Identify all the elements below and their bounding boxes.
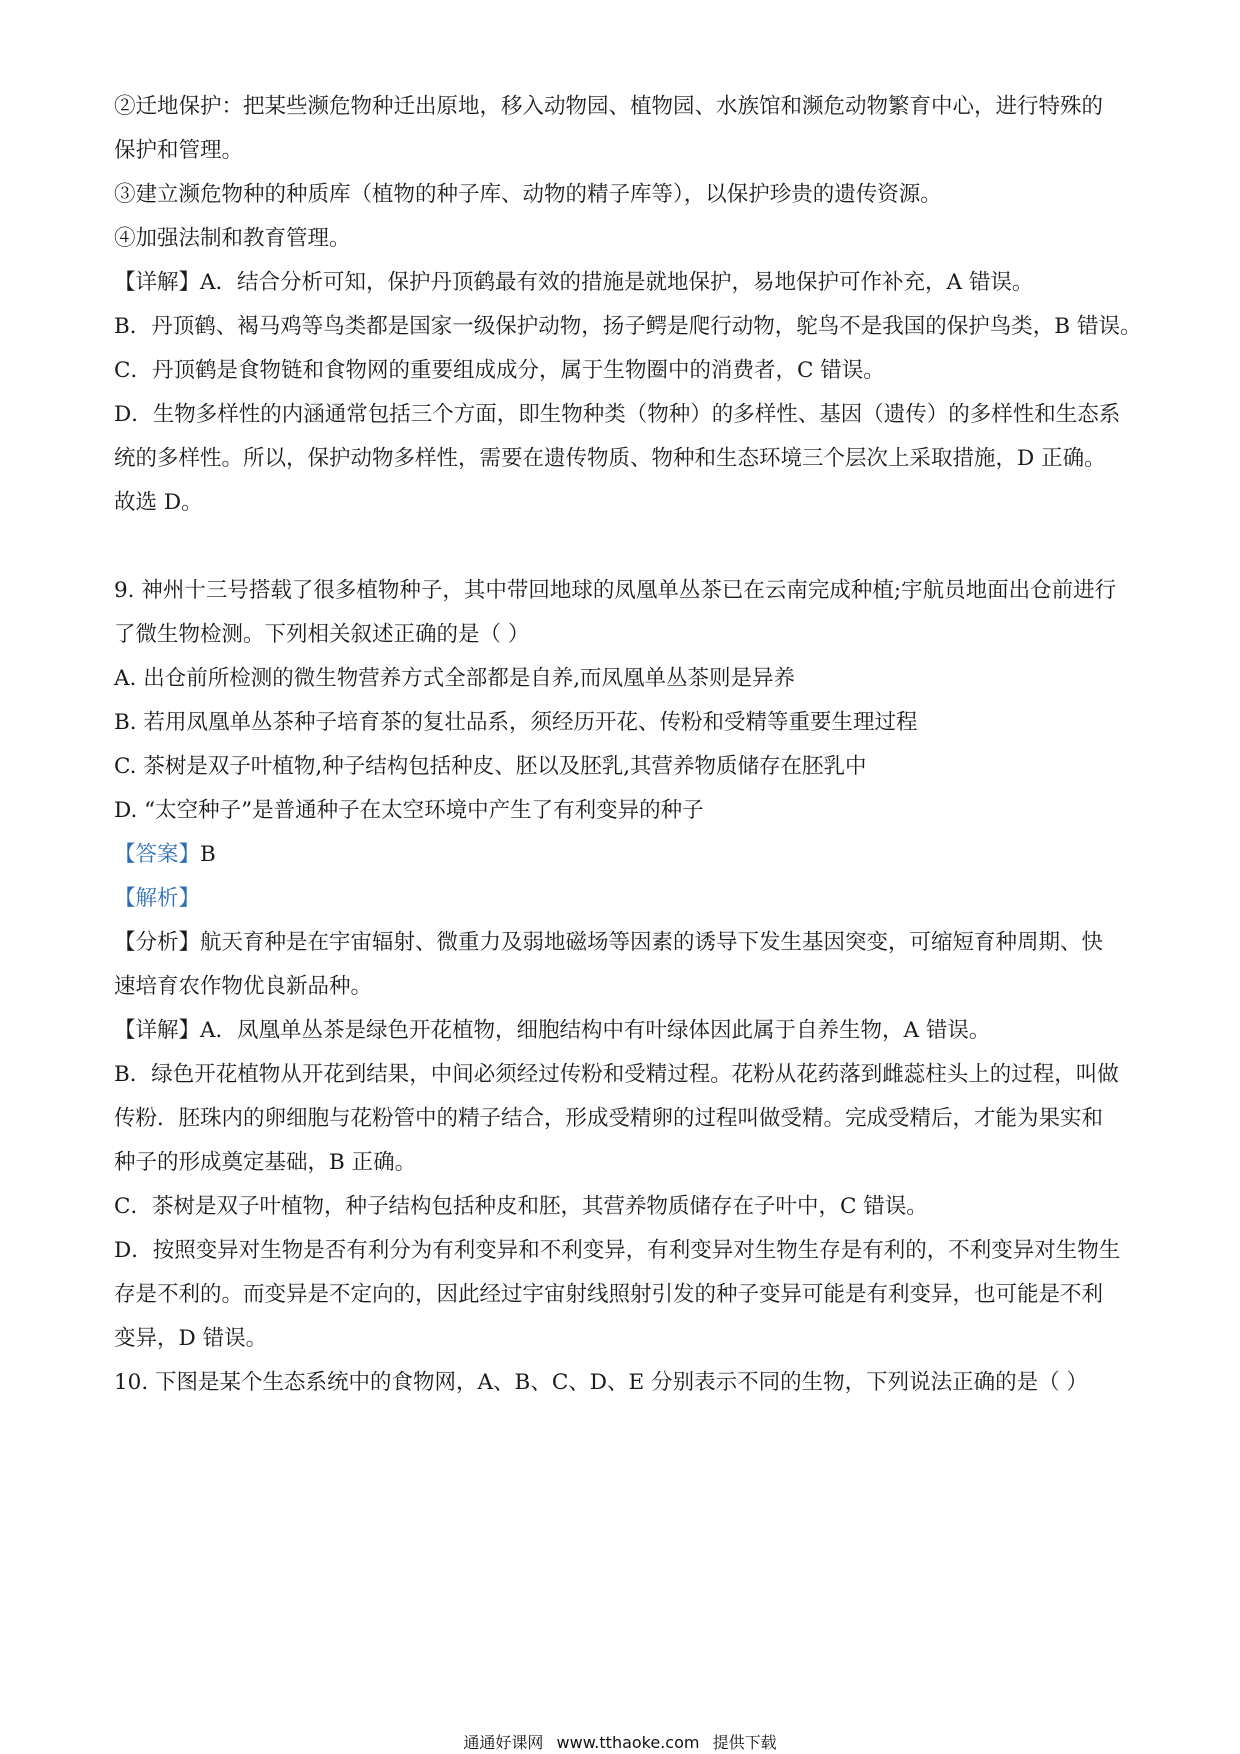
q9-stem-line2: 了微生物检测。下列相关叙述正确的是（ ） xyxy=(114,622,530,647)
footer-site-name: 通通好课网 xyxy=(463,1733,544,1752)
q9-detail-c: C．茶树是双子叶植物，种子结构包括种皮和胚，其营养物质储存在子叶中，C 错误。 xyxy=(114,1194,928,1219)
measure-3-text: ③建立濒危物种的种质库（植物的种子库、动物的精子库等），以保护珍贵的遗传资源。 xyxy=(114,182,942,207)
prev-detail-c: C．丹顶鹤是食物链和食物网的重要组成成分，属于生物圈中的消费者，C 错误。 xyxy=(114,358,885,383)
footer-url: www.tthaoke.com xyxy=(556,1733,700,1752)
q9-detail-b-line3: 种子的形成奠定基础，B 正确。 xyxy=(114,1150,417,1175)
footer-suffix: 提供下载 xyxy=(712,1733,777,1752)
prev-detail-a: 【详解】A．结合分析可知，保护丹顶鹤最有效的措施是就地保护，易地保护可作补充，A 错误。 xyxy=(114,270,1034,295)
q9-detail-d-line1: D．按照变异对生物是否有利分为有利变异和不利变异，有利变异对生物生存是有利的，不利变异对生物生 xyxy=(114,1238,1121,1263)
q9-fenxi-line1: 【分析】航天育种是在宇宙辐射、微重力及弱地磁场等因素的诱导下发生基因突变，可缩短育种周期、快 xyxy=(114,930,1104,955)
q9-detail-d-line2: 存是不利的。而变异是不定向的，因此经过宇宙射线照射引发的种子变异可能是有利变异，也可能是不利 xyxy=(114,1282,1104,1307)
prev-detail-d-line2: 统的多样性。所以，保护动物多样性，需要在遗传物质、物种和生态环境三个层次上采取措施，D 正确。 xyxy=(114,446,1106,471)
q9-stem-line1: 9. 神州十三号搭载了很多植物种子，其中带回地球的凤凰单丛茶已在云南完成种植;宇航员地面出仓前进行 xyxy=(114,578,1117,603)
q9-option-b: B. 若用凤凰单丛茶种子培育茶的复壮品系，须经历开花、传粉和受精等重要生理过程 xyxy=(114,710,918,735)
answer-tag: 【答案】 xyxy=(114,842,201,867)
q9-option-a: A. 出仓前所检测的微生物营养方式全部都是自养,而凤凰单丛茶则是异养 xyxy=(114,666,796,691)
q9-fenxi-line2: 速培育农作物优良新品种。 xyxy=(114,974,373,999)
q9-answer xyxy=(114,840,1134,870)
prev-detail-b: B．丹顶鹤、褐马鸡等鸟类都是国家一级保护动物，扬子鳄是爬行动物，鸵鸟不是我国的保护鸟类，B 错误。 xyxy=(114,314,1142,339)
measure-2-text: ②迁地保护：把某些濒危物种迁出原地，移入动物园、植物园、水族馆和濒危动物繁育中心，进行特殊的 xyxy=(114,94,1104,119)
q10-stem: 10. 下图是某个生态系统中的食物网，A、B、C、D、E 分别表示不同的生物，下列说法正确的是（ ） xyxy=(114,1370,1088,1395)
q9-detail-d-line3: 变异，D 错误。 xyxy=(114,1326,268,1351)
q9-option-c: C. 茶树是双子叶植物,种子结构包括种皮、胚以及胚乳,其营养物质储存在胚乳中 xyxy=(114,754,867,779)
prev-conclusion: 故选 D。 xyxy=(114,490,203,515)
page-footer xyxy=(0,1730,1240,1753)
q9-detail-a: 【详解】A．凤凰单丛茶是绿色开花植物，细胞结构中有叶绿体因此属于自养生物，A 错误。 xyxy=(114,1018,991,1043)
q9-detail-b-line2: 传粉．胚珠内的卵细胞与花粉管中的精子结合，形成受精卵的过程叫做受精。完成受精后，才能为果实和 xyxy=(114,1106,1104,1131)
answer-value: B xyxy=(200,842,216,867)
q9-detail-b-line1: B．绿色开花植物从开花到结果，中间必须经过传粉和受精过程。花粉从花药落到雌蕊柱头上的过程，叫做 xyxy=(114,1062,1119,1087)
q9-option-d: D. “太空种子”是普通种子在太空环境中产生了有利变异的种子 xyxy=(114,798,704,823)
measure-2-continuation: 保护和管理。 xyxy=(114,138,244,163)
measure-4-text: ④加强法制和教育管理。 xyxy=(114,226,351,251)
analysis-tag: 【解析】 xyxy=(114,886,201,911)
prev-detail-d-line1: D．生物多样性的内涵通常包括三个方面，即生物种类（物种）的多样性、基因（遗传）的多样性和生态系 xyxy=(114,402,1121,427)
